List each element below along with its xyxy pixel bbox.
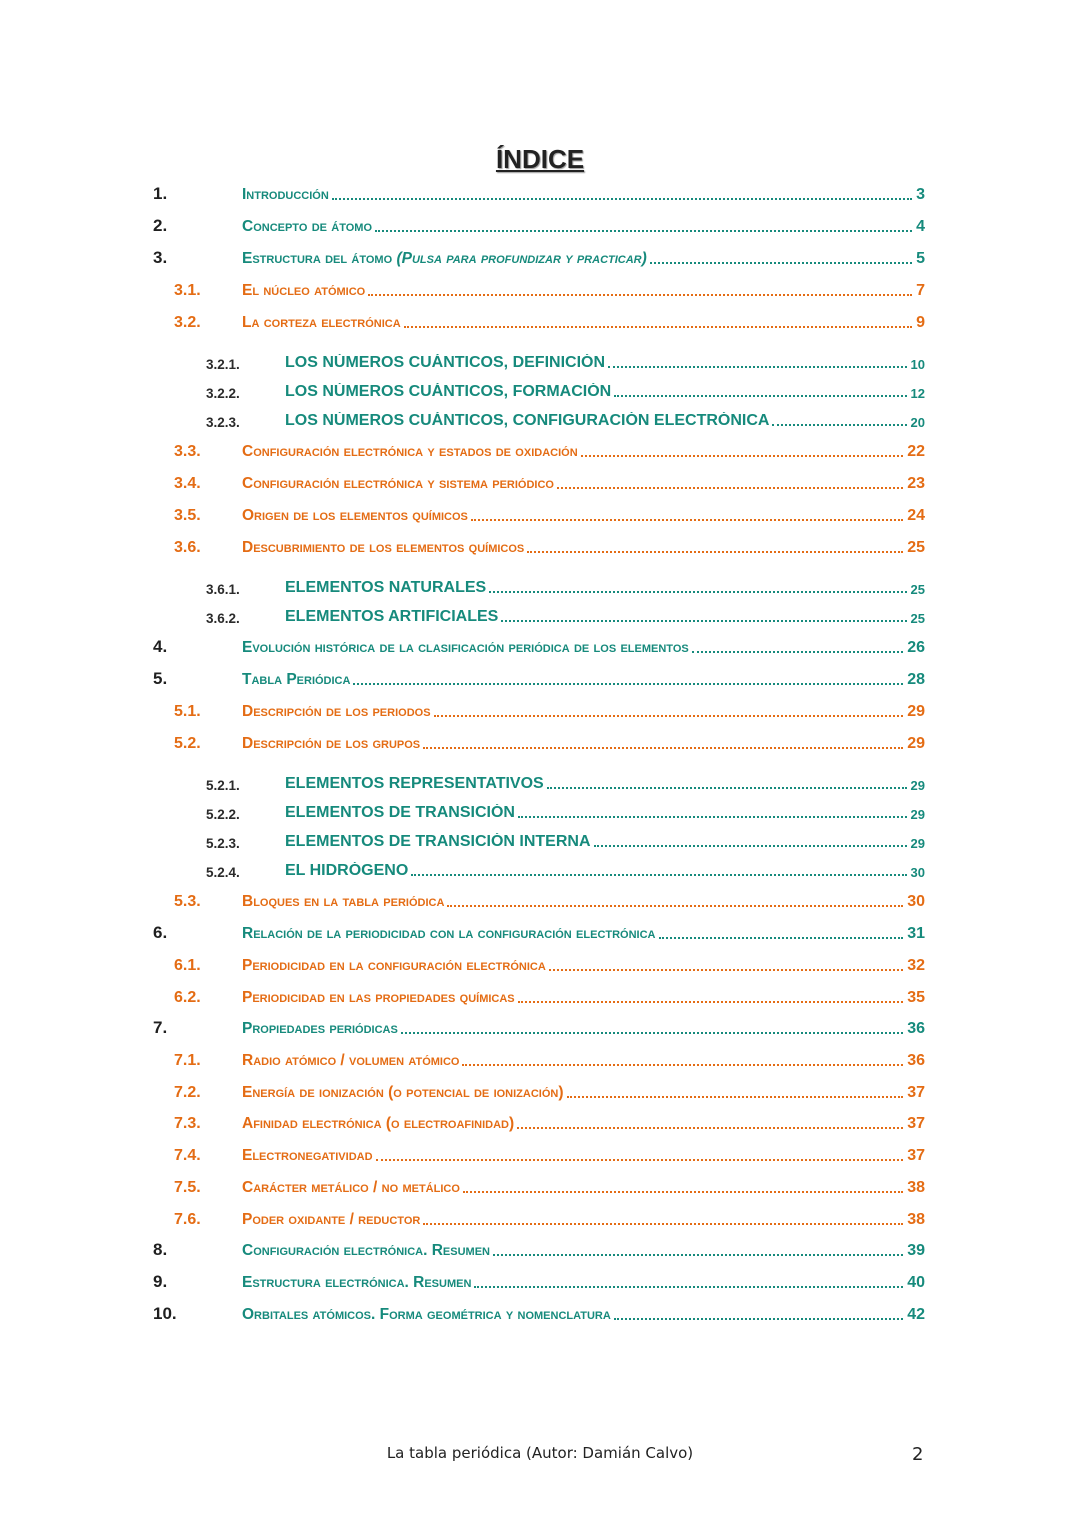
toc-entry-page: 31: [907, 925, 925, 942]
toc-entry-link[interactable]: [285, 862, 925, 880]
toc-entry-label-text: Propiedades periódicas: [242, 1020, 398, 1037]
toc-entry[interactable]: [0, 923, 1080, 947]
toc-entry-page: 29: [910, 807, 925, 822]
toc-entry-page: 22: [907, 443, 925, 460]
toc-entry-label-text: Configuración electrónica. Resumen: [242, 1242, 490, 1259]
toc-entry-label: [242, 1020, 398, 1038]
dot-leader: [463, 1191, 903, 1193]
toc-entry-link[interactable]: [285, 833, 925, 851]
toc-entry[interactable]: [0, 410, 1080, 434]
toc-entry-page: 40: [907, 1274, 925, 1291]
toc-entry-link[interactable]: [285, 775, 925, 793]
dot-leader: [518, 816, 907, 818]
toc-entry-label: [242, 507, 468, 525]
toc-entry-link[interactable]: [285, 579, 925, 597]
dot-leader: [581, 455, 904, 457]
toc-entry-link[interactable]: [242, 989, 925, 1007]
toc-entry-label: [242, 314, 401, 332]
toc-entry-link[interactable]: [285, 412, 925, 430]
toc-entry-page: 23: [907, 475, 925, 492]
toc-entry[interactable]: [0, 184, 1080, 208]
toc-entry-label: [242, 735, 420, 753]
toc-entry-label: [242, 671, 350, 689]
toc-entry[interactable]: [0, 1082, 1080, 1106]
toc-entry-page: 39: [907, 1242, 925, 1259]
toc-entry-number: 6.2.: [174, 989, 201, 1006]
toc-entry-link[interactable]: [242, 1179, 925, 1197]
toc-entry-number: 7.3.: [174, 1115, 201, 1132]
toc-entry-label: [242, 250, 647, 268]
toc-entry-page: 28: [907, 671, 925, 688]
toc-entry-label-text: LOS NÚMEROS CUÁNTICOS, FORMACIÓN: [285, 383, 612, 400]
toc-entry-link[interactable]: [242, 443, 925, 461]
toc-entry[interactable]: [0, 955, 1080, 979]
toc-entry-link[interactable]: [285, 804, 925, 822]
toc-entry-page: 25: [907, 539, 925, 556]
toc-entry-number: 3.5.: [174, 507, 201, 524]
toc-entry-label: [285, 775, 544, 793]
toc-entry[interactable]: [0, 860, 1080, 884]
dot-leader: [493, 1254, 903, 1256]
toc-entry-number: 5.2.1.: [206, 778, 240, 793]
toc-entry-page: 5: [916, 250, 925, 267]
toc-entry-number: 3.6.2.: [206, 611, 240, 626]
toc-entry-label: [285, 608, 498, 626]
toc-entry-label-text: Descubrimiento de los elementos químicos: [242, 539, 525, 556]
toc-entry-number: 7.2.: [174, 1084, 201, 1101]
toc-entry-number: 5.2.2.: [206, 807, 240, 822]
toc-entry-number: 3.1.: [174, 282, 201, 299]
toc-entry[interactable]: [0, 891, 1080, 915]
toc-entry-number: 7.6.: [174, 1211, 201, 1228]
toc-entry-label-text: Estructura electrónica. Resumen: [242, 1274, 472, 1291]
toc-entry-page: 26: [907, 639, 925, 656]
toc-entry-label: [242, 957, 546, 975]
toc-entry-label: [285, 383, 611, 401]
toc-entry-label: [242, 1179, 460, 1197]
dot-leader: [547, 787, 907, 789]
toc-entry-page: 29: [910, 778, 925, 793]
toc-entry-number: 5.: [153, 669, 168, 688]
toc-entry-link[interactable]: [242, 893, 925, 911]
toc-entry-number: 6.: [153, 923, 168, 942]
toc-entry-label-text: Evolución histórica de la clasificación periódica de los elementos: [242, 639, 689, 656]
toc-entry-label: [242, 1084, 564, 1102]
toc-entry[interactable]: [0, 1240, 1080, 1264]
toc-entry-link[interactable]: [242, 1020, 925, 1038]
toc-entry-label: [242, 1115, 514, 1133]
toc-entry-label-text: Estructura del átomo: [242, 250, 397, 267]
toc-entry-page: 32: [907, 957, 925, 974]
toc-entry-page: 20: [910, 415, 925, 430]
dot-leader: [423, 1223, 903, 1225]
toc-entry-page: 37: [907, 1115, 925, 1132]
toc-entry[interactable]: [0, 280, 1080, 304]
toc-entry-label: [242, 1147, 373, 1165]
toc-entry-link[interactable]: [242, 925, 925, 943]
toc-entry[interactable]: [0, 537, 1080, 561]
dot-leader: [614, 1318, 903, 1320]
toc-entry-label-text: LOS NÚMEROS CUÁNTICOS, DEFINICIÓN: [285, 354, 606, 371]
toc-entry-number: 4.: [153, 637, 168, 656]
toc-entry-number: 5.2.: [174, 735, 201, 752]
dot-leader: [462, 1064, 903, 1066]
toc-entry-page: 30: [907, 893, 925, 910]
toc-entry-page: 30: [910, 865, 925, 880]
toc-entry[interactable]: [0, 831, 1080, 855]
toc-entry-page: 29: [910, 836, 925, 851]
dot-leader: [375, 230, 912, 232]
toc-entry-label: [242, 218, 372, 236]
toc-entry-label-text: Tabla Periódica: [242, 671, 351, 688]
toc-entry-link[interactable]: [242, 1115, 925, 1133]
toc-entry-link[interactable]: [242, 957, 925, 975]
toc-entry-number: 2.: [153, 216, 168, 235]
toc-entry-page: 29: [907, 703, 925, 720]
toc-entry-label: [242, 282, 365, 300]
toc-entry-label-text: Introducción: [242, 186, 329, 203]
toc-entry-label-text: El núcleo atómico: [242, 282, 366, 299]
toc-entry-page: 38: [907, 1179, 925, 1196]
toc-entry-page: 37: [907, 1147, 925, 1164]
toc-entry-link[interactable]: [242, 1306, 925, 1324]
dot-leader: [567, 1096, 904, 1098]
dot-leader: [423, 747, 903, 749]
toc-entry-label: [242, 989, 515, 1007]
toc-entry[interactable]: [0, 701, 1080, 725]
toc-entry-label-text: LOS NÚMEROS CUÁNTICOS, CONFIGURACIÓN ELECTRÓNICA: [285, 412, 770, 429]
toc-entry-label-text: ELEMENTOS DE TRANSICIÓN: [285, 804, 515, 821]
toc-entry-number: 10.: [153, 1304, 177, 1323]
toc-title: ÍNDICE: [495, 144, 585, 174]
dot-leader: [594, 845, 907, 847]
toc-entry-number: 6.1.: [174, 957, 201, 974]
toc-entry-number: 9.: [153, 1272, 168, 1291]
toc-entry-label-text: Periodicidad en la configuración electrónica: [242, 957, 546, 974]
toc-entry-link[interactable]: [242, 735, 925, 753]
toc-entry-number: 3.3.: [174, 443, 201, 460]
toc-entry[interactable]: [0, 669, 1080, 693]
toc-entry-number: 3.2.: [174, 314, 201, 331]
toc-entry-number: 5.1.: [174, 703, 201, 720]
toc-entry-label: [242, 1274, 471, 1292]
toc-entry-link[interactable]: [242, 282, 925, 300]
toc-entry-label: [285, 412, 769, 430]
dot-leader: [411, 874, 906, 876]
toc-entry-link[interactable]: [242, 1084, 925, 1102]
toc-entry[interactable]: [0, 352, 1080, 376]
toc-entry-label-text: Relación de la periodicidad con la configuración electrónica: [242, 925, 656, 942]
toc-entry-label: [242, 1242, 490, 1260]
toc-entry[interactable]: [0, 1018, 1080, 1042]
footer-text: La tabla periódica (Autor: Damián Calvo): [386, 1444, 694, 1462]
toc-entry-page: 42: [907, 1306, 925, 1323]
toc-entry-number: 3.2.3.: [206, 415, 240, 430]
toc-entry-label-text: Carácter metálico / no metálico: [242, 1179, 460, 1196]
toc-entry-label-text: Descripción de los grupos: [242, 735, 421, 752]
dot-leader: [608, 366, 907, 368]
toc-entry-label-text: Electronegatividad: [242, 1147, 373, 1164]
toc-entry-label: [285, 804, 515, 822]
dot-leader: [549, 969, 903, 971]
toc-entry-label-text: ELEMENTOS DE TRANSICIÓN INTERNA: [285, 833, 591, 850]
toc-entry-label-text: Radio atómico / volumen atómico: [242, 1052, 460, 1069]
toc-entry-label-text: Configuración electrónica y estados de oxidación: [242, 443, 578, 460]
toc-entry-page: 37: [907, 1084, 925, 1101]
toc-entry-label-text: ELEMENTOS NATURALES: [285, 579, 487, 596]
toc-entry-number: 3.6.1.: [206, 582, 240, 597]
dot-leader: [447, 905, 903, 907]
toc-entry[interactable]: [0, 1209, 1080, 1233]
toc-entry-link[interactable]: [242, 475, 925, 493]
toc-entry[interactable]: [0, 733, 1080, 757]
toc-entry[interactable]: [0, 987, 1080, 1011]
toc-entry-label: [242, 1211, 420, 1229]
toc-entry-page: 36: [907, 1020, 925, 1037]
toc-entry-page: 4: [916, 218, 925, 235]
dot-leader: [527, 551, 903, 553]
toc-entry[interactable]: [0, 473, 1080, 497]
toc-entry[interactable]: [0, 248, 1080, 272]
toc-entry-page: 24: [907, 507, 925, 524]
toc-entry-label-text: EL HIDRÓGENO: [285, 862, 409, 879]
toc-entry-label-text: Periodicidad en las propiedades químicas: [242, 989, 515, 1006]
toc-entry-label: [242, 703, 431, 721]
toc-entry-label-note[interactable]: (Pulsa para profundizar y practicar): [396, 250, 647, 267]
toc-entry-link[interactable]: [242, 671, 925, 689]
toc-entry-number: 7.1.: [174, 1052, 201, 1069]
toc-entry-number: 1.: [153, 184, 168, 203]
toc-entry-number: 5.2.4.: [206, 865, 240, 880]
toc-entry-page: 9: [916, 314, 925, 331]
toc-entry-page: 3: [916, 186, 925, 203]
dot-leader: [501, 620, 906, 622]
toc-entry-link[interactable]: [285, 608, 925, 626]
footer-page-number: 2: [912, 1444, 924, 1465]
toc-entry-label: [242, 539, 524, 557]
toc-entry-link[interactable]: [242, 314, 925, 332]
toc-entry-number: 8.: [153, 1240, 168, 1259]
toc-entry-link[interactable]: [242, 1147, 925, 1165]
toc-entry-link[interactable]: [242, 250, 925, 268]
toc-entry-label: [285, 833, 591, 851]
toc-entry-page: 35: [907, 989, 925, 1006]
toc-entry-label-text: Afinidad electrónica (o electroafinidad): [242, 1115, 515, 1132]
toc-entry-number: 5.2.3.: [206, 836, 240, 851]
dot-leader: [772, 424, 906, 426]
toc-entry-label-text: Orbitales atómicos. Forma geométrica y nomenclatura: [242, 1306, 611, 1323]
toc-entry[interactable]: [0, 637, 1080, 661]
toc-entry-link[interactable]: [242, 1211, 925, 1229]
toc-entry-label-text: Descripción de los periodos: [242, 703, 431, 720]
dot-leader: [614, 395, 906, 397]
dot-leader: [474, 1286, 903, 1288]
dot-leader: [557, 487, 903, 489]
dot-leader: [489, 591, 906, 593]
toc-entry-label-text: Origen de los elementos químicos: [242, 507, 468, 524]
toc-entry-label-text: Configuración electrónica y sistema periódico: [242, 475, 554, 492]
toc-entry[interactable]: [0, 1177, 1080, 1201]
toc-entry-number: 3.: [153, 248, 168, 267]
toc-entry-page: 38: [907, 1211, 925, 1228]
dot-leader: [692, 651, 903, 653]
toc-entry-link[interactable]: [242, 1052, 925, 1070]
toc-entry-label-text: ELEMENTOS ARTIFICIALES: [285, 608, 499, 625]
dot-leader: [332, 198, 912, 200]
toc-entry-link[interactable]: [285, 383, 925, 401]
toc-entry-label: [285, 862, 408, 880]
toc-entry-number: 7.5.: [174, 1179, 201, 1196]
toc-entry-number: 3.4.: [174, 475, 201, 492]
toc-entry-label: [285, 354, 605, 372]
dot-leader: [471, 519, 903, 521]
dot-leader: [434, 715, 904, 717]
dot-leader: [376, 1159, 904, 1161]
toc-entry-page: 29: [907, 735, 925, 752]
toc-entry-page: 25: [910, 582, 925, 597]
toc-entry[interactable]: [0, 505, 1080, 529]
dot-leader: [650, 262, 912, 264]
toc-entry[interactable]: [0, 1145, 1080, 1169]
toc-entry[interactable]: [0, 802, 1080, 826]
toc-entry-label-text: Bloques en la tabla periódica: [242, 893, 445, 910]
toc-entry-link[interactable]: [242, 1242, 925, 1260]
toc-entry-number: 3.2.1.: [206, 357, 240, 372]
toc-entry-label: [242, 186, 329, 204]
toc-entry-label-text: ELEMENTOS REPRESENTATIVOS: [285, 775, 544, 792]
toc-entry-link[interactable]: [242, 186, 925, 204]
toc-entry[interactable]: [0, 381, 1080, 405]
toc-entry[interactable]: [0, 1050, 1080, 1074]
toc-entry-link[interactable]: [242, 539, 925, 557]
toc-entry-page: 25: [910, 611, 925, 626]
toc-entry[interactable]: [0, 577, 1080, 601]
toc-entry[interactable]: [0, 312, 1080, 336]
dot-leader: [353, 683, 903, 685]
toc-entry-number: 5.3.: [174, 893, 201, 910]
toc-entry-label: [285, 579, 486, 597]
dot-leader: [401, 1032, 903, 1034]
toc-entry[interactable]: [0, 216, 1080, 240]
toc-entry-label: [242, 925, 656, 943]
toc-entry-number: 3.2.2.: [206, 386, 240, 401]
toc-entry-label: [242, 1306, 611, 1324]
toc-entry-label: [242, 639, 689, 657]
toc-entry-label: [242, 443, 578, 461]
toc-entry-number: 7.4.: [174, 1147, 201, 1164]
dot-leader: [517, 1127, 903, 1129]
toc-entry[interactable]: [0, 1304, 1080, 1328]
toc-entry-label-text: La corteza electrónica: [242, 314, 401, 331]
dot-leader: [518, 1001, 904, 1003]
toc-entry-link[interactable]: [242, 639, 925, 657]
toc-entry-label: [242, 893, 444, 911]
toc-entry-page: 12: [910, 386, 925, 401]
toc-entry-link[interactable]: [285, 354, 925, 372]
toc-entry-label: [242, 475, 554, 493]
toc-entry-page: 7: [916, 282, 925, 299]
toc-entry-label: [242, 1052, 459, 1070]
toc-entry[interactable]: [0, 1272, 1080, 1296]
toc-entry[interactable]: [0, 441, 1080, 465]
toc-entry-page: 36: [907, 1052, 925, 1069]
toc-entry-label-text: Energía de ionización (o potencial de ionización): [242, 1084, 564, 1101]
toc-entry-number: 7.: [153, 1018, 168, 1037]
toc-entry-label-text: Poder oxidante / reductor: [242, 1211, 421, 1228]
dot-leader: [368, 294, 912, 296]
toc-entry[interactable]: [0, 1113, 1080, 1137]
dot-leader: [404, 326, 912, 328]
dot-leader: [659, 937, 904, 939]
toc-entry-page: 10: [910, 357, 925, 372]
toc-entry[interactable]: [0, 773, 1080, 797]
toc-entry-link[interactable]: [242, 507, 925, 525]
toc-entry-link[interactable]: [242, 1274, 925, 1292]
toc-entry-link[interactable]: [242, 703, 925, 721]
toc-entry-number: 3.6.: [174, 539, 201, 556]
toc-entry-label-text: Concepto de átomo: [242, 218, 373, 235]
toc-entry[interactable]: [0, 606, 1080, 630]
toc-entry-link[interactable]: [242, 218, 925, 236]
